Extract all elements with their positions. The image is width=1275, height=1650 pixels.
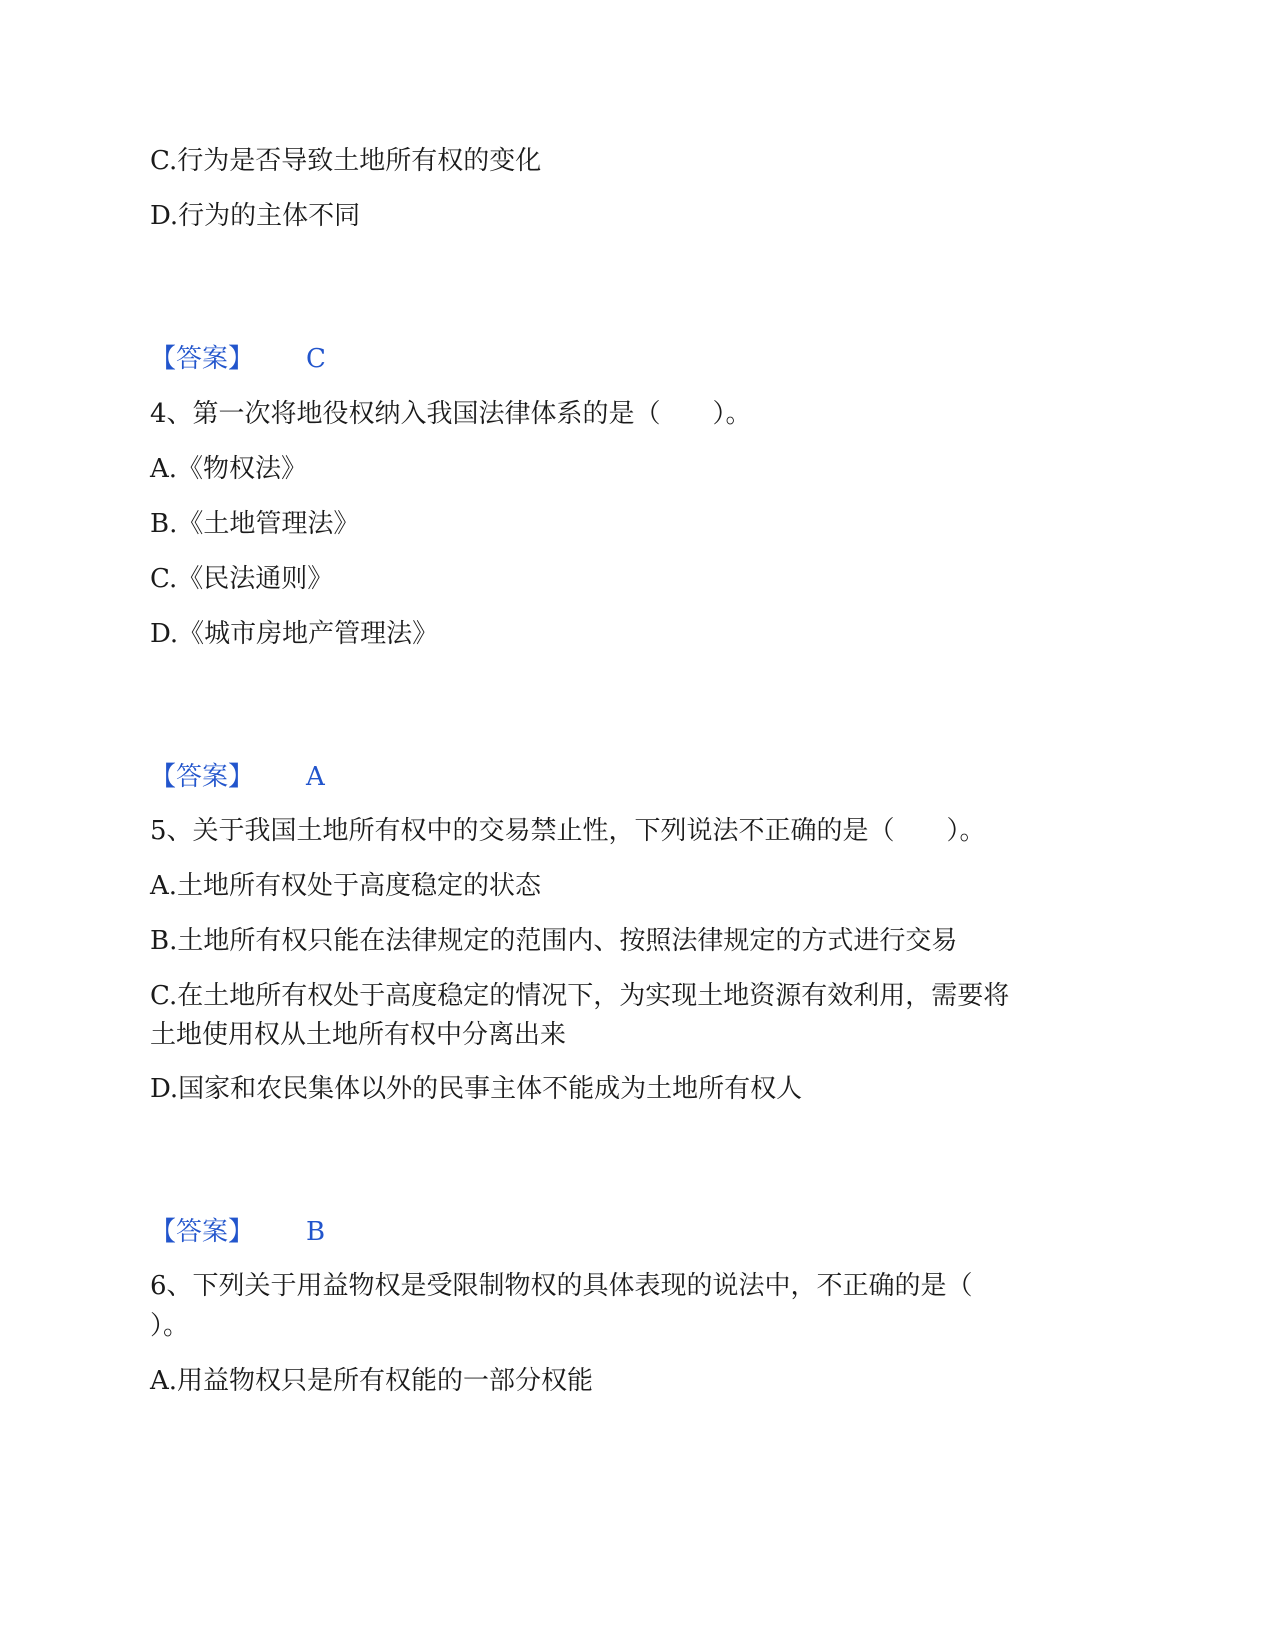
option-d: D.行为的主体不同 bbox=[150, 201, 361, 231]
q5-option-c-line2: 土地使用权从土地所有权中分离出来 bbox=[150, 1020, 567, 1050]
q4-option-d: D.《城市房地产管理法》 bbox=[150, 619, 439, 649]
q5-option-a: A.土地所有权处于高度稳定的状态 bbox=[150, 871, 542, 901]
option-c: C.行为是否导致土地所有权的变化 bbox=[150, 146, 542, 176]
q4-option-c: C.《民法通则》 bbox=[150, 564, 334, 594]
q4-option-a: A.《物权法》 bbox=[150, 454, 308, 484]
question-6-line1: 6、下列关于用益物权是受限制物权的具体表现的说法中，不正确的是（ bbox=[150, 1271, 973, 1301]
q5-option-c-line1: C.在土地所有权处于高度稳定的情况下，为实现土地资源有效利用，需要将 bbox=[150, 981, 1010, 1011]
q5-option-d: D.国家和农民集体以外的民事主体不能成为土地所有权人 bbox=[150, 1074, 803, 1104]
answer-label: 【答案】 bbox=[150, 762, 255, 792]
answer-label: 【答案】 bbox=[150, 1217, 255, 1247]
answer-q3 bbox=[150, 344, 326, 374]
answer-value: B bbox=[306, 1217, 326, 1247]
q5-option-b: B.土地所有权只能在法律规定的范围内、按照法律规定的方式进行交易 bbox=[150, 926, 958, 956]
answer-value: C bbox=[306, 344, 326, 374]
answer-label: 【答案】 bbox=[150, 344, 255, 374]
answer-q4 bbox=[150, 762, 325, 792]
question-4: 4、第一次将地役权纳入我国法律体系的是（ ）。 bbox=[150, 399, 752, 429]
question-5: 5、关于我国土地所有权中的交易禁止性，下列说法不正确的是（ ）。 bbox=[150, 816, 986, 846]
answer-q5 bbox=[150, 1217, 325, 1247]
question-6-line2: ）。 bbox=[150, 1311, 190, 1341]
q6-option-a: A.用益物权只是所有权能的一部分权能 bbox=[150, 1366, 594, 1396]
answer-value: A bbox=[306, 762, 325, 792]
q4-option-b: B.《土地管理法》 bbox=[150, 509, 360, 539]
